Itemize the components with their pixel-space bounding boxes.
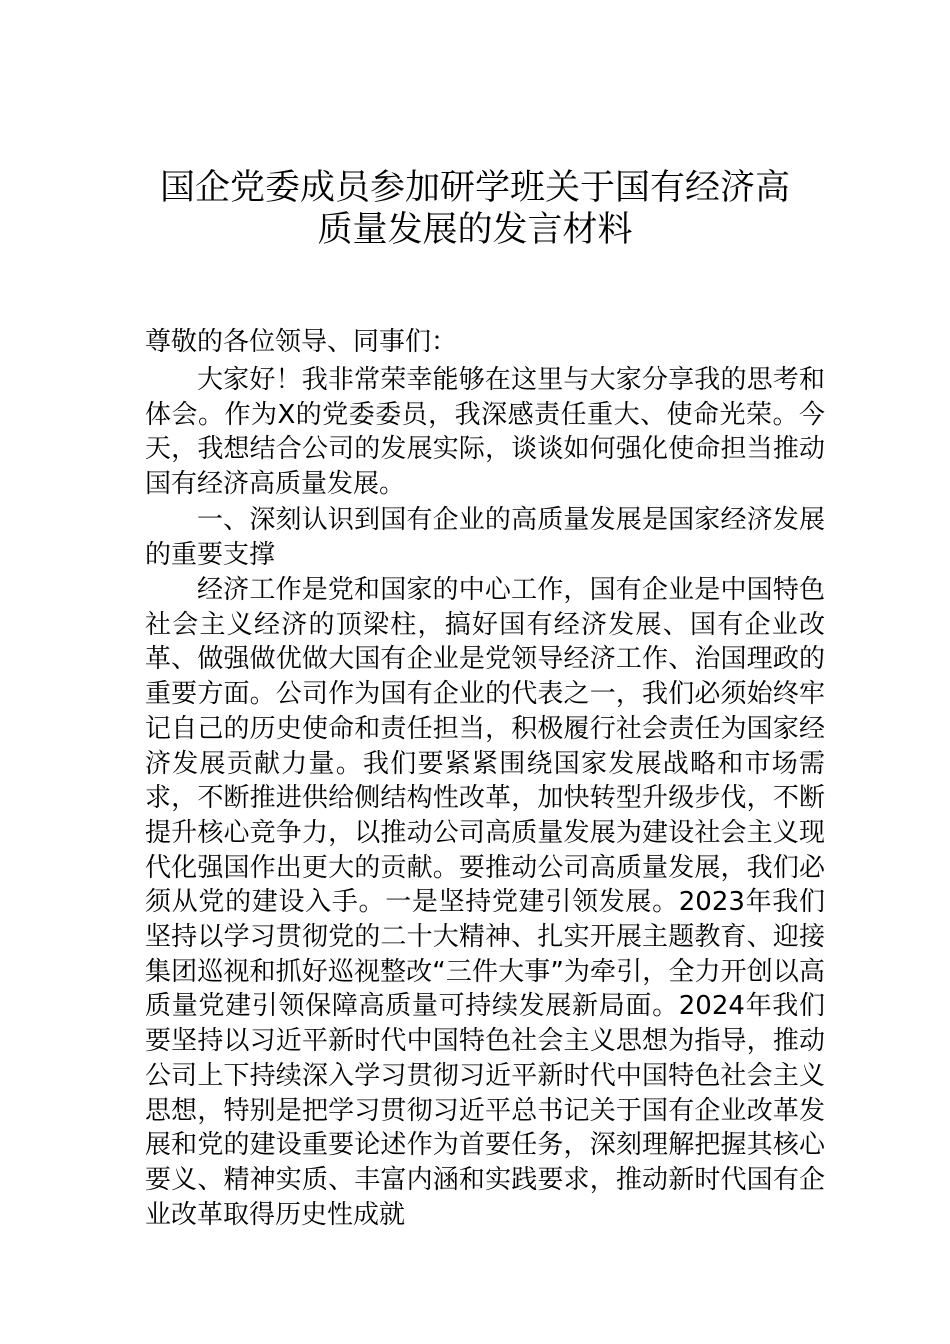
section-heading-1: 一、深刻认识到国有企业的高质量发展是国家经济发展的重要支撑 xyxy=(145,505,825,570)
salutation: 尊敬的各位领导、同事们： xyxy=(145,327,458,357)
document-title-line-2: 质量发展的发言材料 xyxy=(317,210,633,250)
paragraph-section-1-body: 经济工作是党和国家的中心工作，国有企业是中国特色社会主义经济的顶梁柱，搞好国有经济发展、国有企业改革、做强做优做大国有企业是党领导经济工作、治国理政的重要方面。公司作为国有企业的代表之一，我们必须始终牢记自己的历史使命和责任担当，积极履行社会责任为国家经济发展贡献力量。我们要紧紧围绕国家发展战略和市场需求，不断推进供给侧结构性改革，加快转型升级步伐，不断提升核心竞争力，以推动公司高质量发展为建设社会主义现代化强国作出更大的贡献。要推动公司高质量发展，我们必须从党的建设入手。一是坚持党建引领发展。2023年我们坚持以学习贯彻党的二十大精神、扎实开展主题教育、迎接集团巡视和抓好巡视整改“三件大事”为牵引，全力开创以高质量党建引领保障高质量可持续发展新局面。2024年我们要坚持以习近平新时代中国特色社会主义思想为指导，推动公司上下持续深入学习贯彻习近平新时代中国特色社会主义思想，特别是把学习贯彻习近平总书记关于国有企业改革发展和党的建设重要论述作为首要任务，深刻理解把握其核心要义、精神实质、丰富内涵和实践要求，推动新时代国有企业改革取得历史性成就 xyxy=(145,575,825,1230)
paragraph-greeting: 大家好！我非常荣幸能够在这里与大家分享我的思考和体会。作为X的党委委员，我深感责任重大、使命光荣。今天，我想结合公司的发展实际，谈谈如何强化使命担当推动国有经济高质量发展。 xyxy=(145,365,825,500)
document-title-line-1: 国企党委成员参加研学班关于国有经济高 xyxy=(159,168,790,208)
